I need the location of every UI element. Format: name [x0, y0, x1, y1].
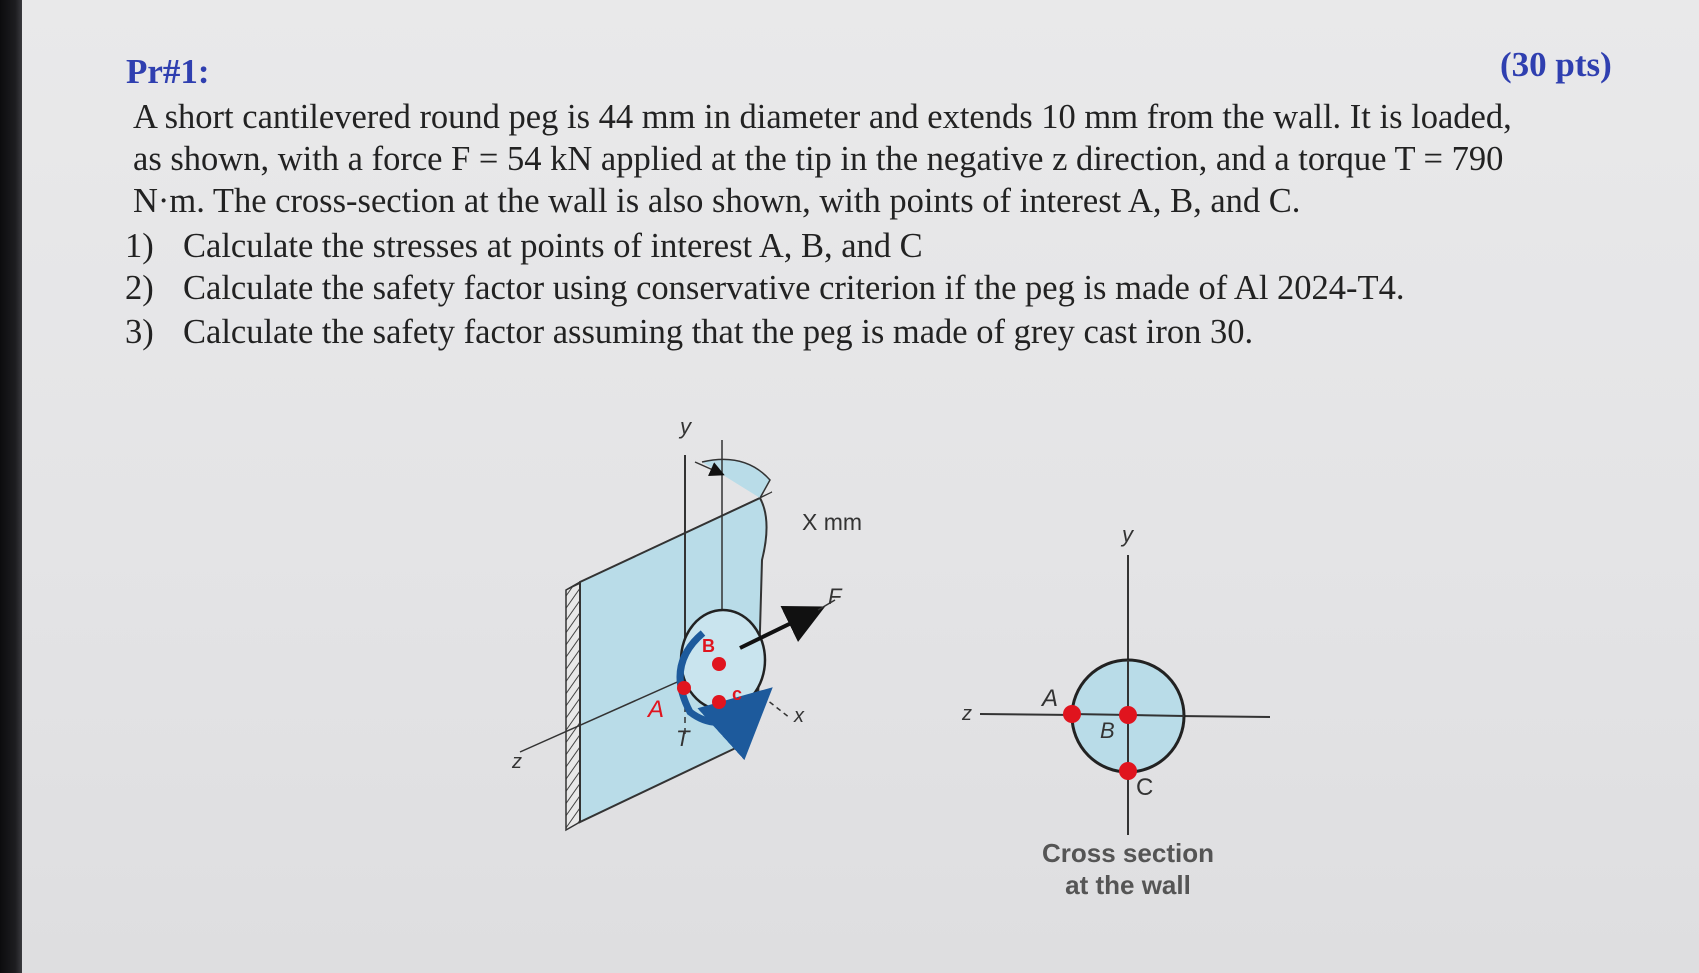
right-label-y: y — [1122, 522, 1133, 547]
description-line-1: A short cantilevered round peg is 44 mm in diameter and extends 10 mm from the wall. It is loaded, — [133, 98, 1512, 136]
right-label-z: z — [962, 703, 972, 725]
cs-point-a-marker — [1063, 705, 1081, 723]
left-label-c: c — [732, 684, 743, 704]
question-3-text: Calculate the safety factor assuming that the peg is made of grey cast iron 30. — [183, 313, 1254, 351]
cross-section-caption-2: at the wall — [1065, 870, 1191, 900]
point-a-marker — [677, 681, 691, 695]
left-label-f: F — [828, 584, 842, 609]
points-label: (30 pts) — [1500, 45, 1612, 84]
question-1-text: Calculate the stresses at points of interest A, B, and C — [183, 227, 923, 265]
cs-point-b-marker — [1119, 706, 1137, 724]
left-label-a: A — [648, 696, 665, 723]
question-2-number: 2) — [125, 269, 154, 307]
left-label-b: B — [702, 636, 715, 656]
right-label-c: C — [1136, 774, 1154, 801]
left-label-x: x — [794, 705, 804, 727]
left-figure — [511, 414, 862, 830]
right-figure — [961, 522, 1270, 900]
problem-title: Pr#1: — [126, 52, 210, 91]
wall-hatch-edge — [566, 582, 580, 830]
left-label-dim: X mm — [802, 509, 863, 535]
left-label-z: z — [512, 751, 522, 773]
question-2-text: Calculate the safety factor using conservative criterion if the peg is made of Al 2024-T4. — [183, 269, 1405, 307]
right-label-b: B — [1100, 718, 1115, 743]
left-label-t: T — [676, 726, 690, 751]
right-label-a: A — [1042, 685, 1059, 712]
point-b-marker — [712, 657, 726, 671]
description-line-3: N·m. The cross-section at the wall is also shown, with points of interest A, B, and C. — [133, 182, 1301, 220]
point-c-marker — [712, 695, 726, 709]
question-3-number: 3) — [125, 313, 154, 351]
description-line-2: as shown, with a force F = 54 kN applied at the tip in the negative z direction, and a torque T = 790 — [133, 140, 1504, 178]
left-label-y: y — [680, 414, 691, 439]
question-1-number: 1) — [125, 227, 154, 265]
cross-section-caption-1: Cross section — [1042, 838, 1214, 868]
cs-point-c-marker — [1119, 762, 1137, 780]
peg-top-surface — [702, 459, 770, 498]
